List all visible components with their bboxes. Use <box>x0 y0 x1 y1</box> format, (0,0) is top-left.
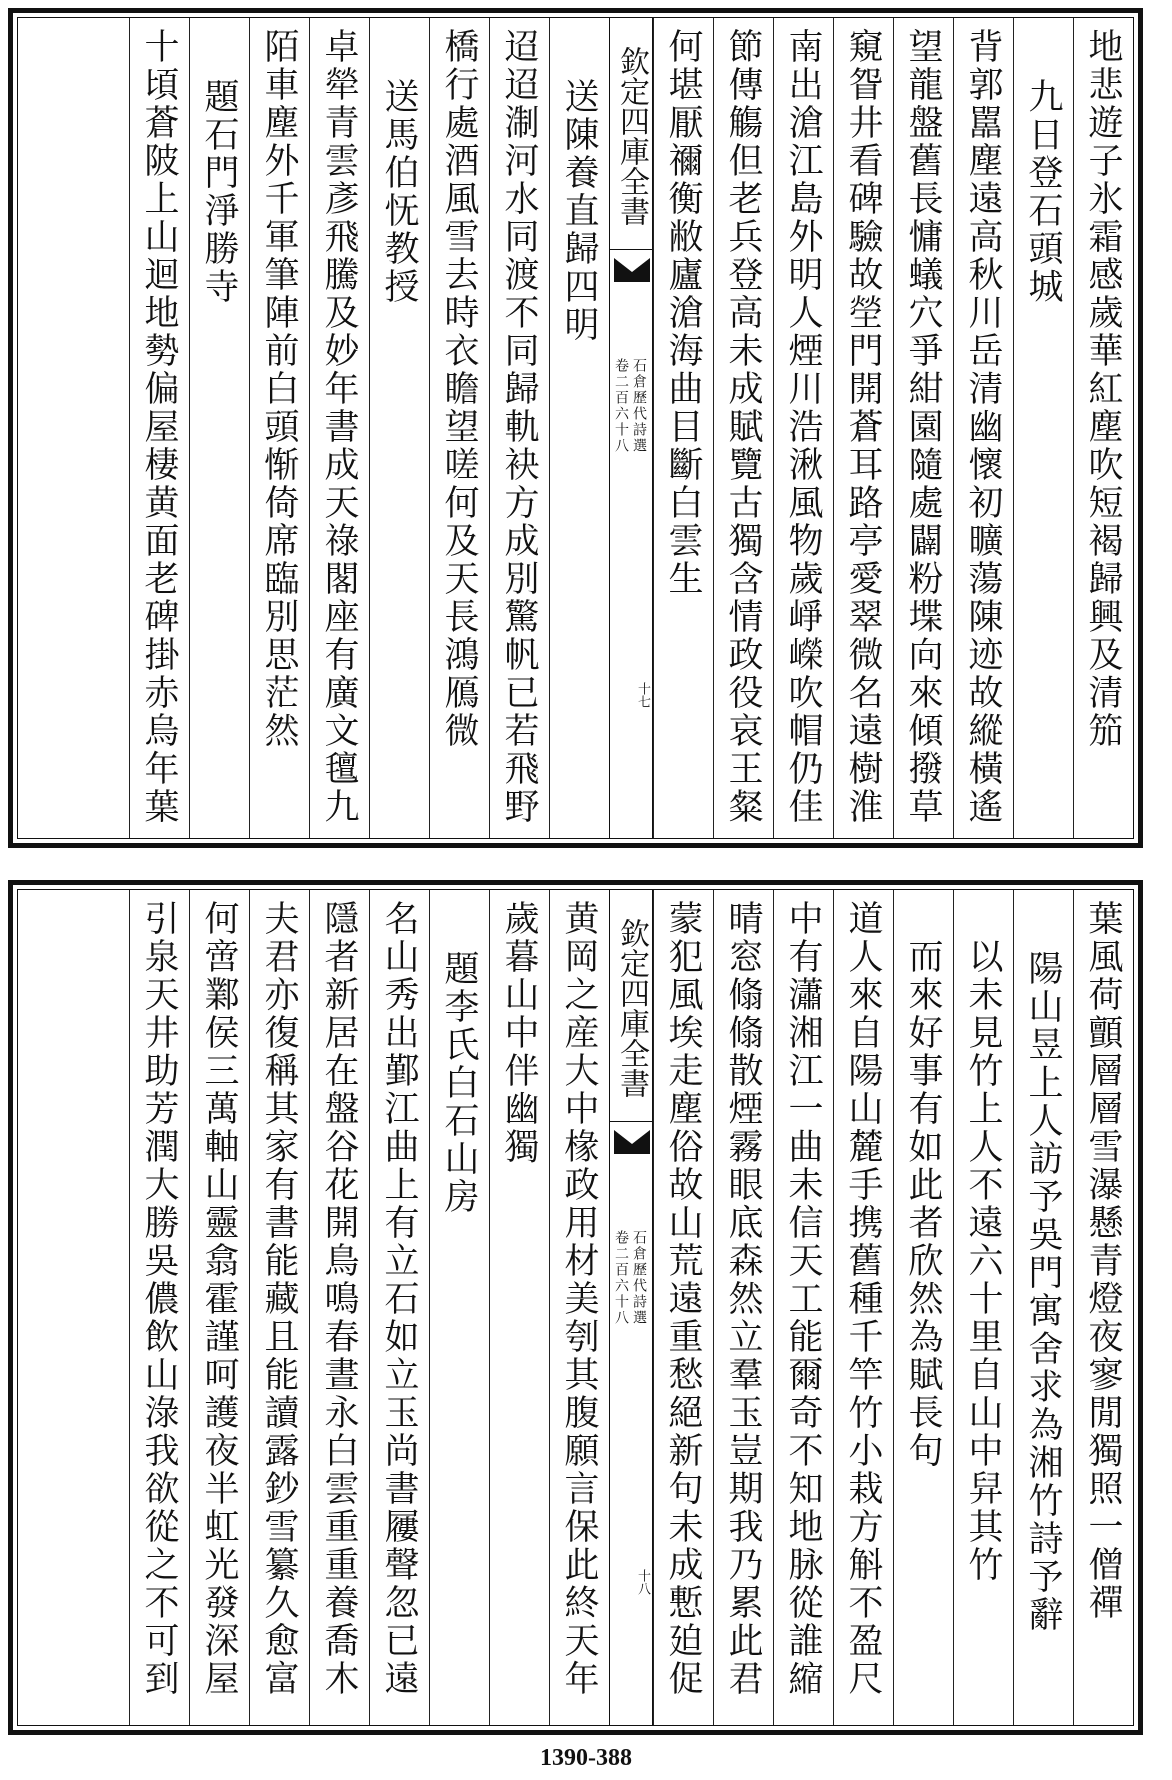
top-page <box>8 8 1143 848</box>
text-column: 橋行處酒風雪去時衣瞻望嗟何及天長鴻鴈微 <box>429 18 489 838</box>
poem-title: 九日登石頭城 <box>1013 18 1073 838</box>
poem-title: 題李氏白石山房 <box>429 890 489 1725</box>
leaf-number: 十七 <box>635 682 650 708</box>
poem-preface: 而來好事有如此者欣然為賦長句 <box>893 890 953 1725</box>
volume-number: 卷二百六十八 <box>613 1230 629 1326</box>
text-column: 引泉天井助芳潤大勝吳儂飲山淥我欲從之不可到 <box>129 890 189 1725</box>
text-column: 黄岡之産大中椽政用材美刳其腹願言保此終天年 <box>549 890 609 1725</box>
text-column: 名山秀出鄞江曲上有立石如立玉尚書屨聲忽已遠 <box>369 890 429 1725</box>
text-column: 窺眢井看碑驗故塋門開蒼耳路亭愛翠微名遠樹淮 <box>833 18 893 838</box>
text-column: 地悲遊子氷霜感歲華紅塵吹短褐歸興及清笳 <box>1073 18 1133 838</box>
text-column: 隱者新居在盤谷花開鳥鳴春晝永白雲重重養喬木 <box>309 890 369 1725</box>
center-spine <box>609 890 653 1725</box>
poem-title: 送陳養直歸四明 <box>549 18 609 838</box>
text-column: 陌車塵外千軍筆陣前白頭惭倚席臨別思茫然 <box>249 18 309 838</box>
text-column: 背郭嚚塵遠高秋川岳清幽懷初曠蕩陳迹故縱橫遙 <box>953 18 1013 838</box>
fish-tail-mark-icon <box>614 258 650 282</box>
poem-preface: 陽山昱上人訪予吳門寓舍求為湘竹詩予辭 <box>1013 890 1073 1725</box>
text-column: 歲暮山中伴幽獨 <box>489 890 549 1725</box>
poem-preface: 以未見竹上人不遠六十里自山中舁其竹 <box>953 890 1013 1725</box>
text-column: 何啻鄴侯三萬軸山靈翕霍謹呵護夜半虹光發深屋 <box>189 890 249 1725</box>
top-page-frame <box>17 17 1134 839</box>
text-column: 卓犖青雲彥飛騰及妙年書成天祿閣座有廣文氊九 <box>309 18 369 838</box>
text-column: 中有瀟湘江一曲未信天工能爾奇不知地脉從誰縮 <box>773 890 833 1725</box>
center-spine <box>609 18 653 838</box>
book-title: 欽定四庫全書 <box>610 18 652 250</box>
book-title: 欽定四庫全書 <box>610 890 652 1122</box>
text-column: 晴窓翛翛散煙霧眼底森然立羣玉豈期我乃累此君 <box>713 890 773 1725</box>
text-column: 迢迢淛河水同渡不同歸軌袂方成別驚帆已若飛野 <box>489 18 549 838</box>
collection-name: 石倉歷代詩選 <box>631 358 647 454</box>
text-column: 南出滄江島外明人煙川浩湫風物歲崢嶸吹帽仍佳 <box>773 18 833 838</box>
text-column: 道人來自陽山麓手携舊種千竿竹小栽方斛不盈尺 <box>833 890 893 1725</box>
collection-name: 石倉歷代詩選 <box>631 1230 647 1326</box>
text-column: 葉風荷顫層層雪瀑懸青燈夜寥閒獨照一僧禪 <box>1073 890 1133 1725</box>
text-column: 何堪厭禰衡敝廬滄海曲目斷白雲生 <box>653 18 713 838</box>
text-column: 節傳觴但老兵登高未成賦覽古獨含情政役哀王粲 <box>713 18 773 838</box>
page-number: 1390-388 <box>540 1745 632 1771</box>
fish-tail-mark-icon <box>614 1130 650 1154</box>
text-column: 夫君亦復稱其家有書能藏且能讀露鈔雪纂久愈富 <box>249 890 309 1725</box>
text-column: 十頃蒼陂上山迴地勢偏屋棲黄面老碑掛赤烏年葉 <box>129 18 189 838</box>
volume-number: 卷二百六十八 <box>613 358 629 454</box>
bottom-page <box>8 880 1143 1735</box>
bottom-page-frame <box>17 889 1134 1726</box>
text-column: 蒙犯風埃走塵俗故山荒遠重愁絕新句未成慙廹促 <box>653 890 713 1725</box>
leaf-number: 十八 <box>635 1569 650 1595</box>
poem-title: 送馬伯怃教授 <box>369 18 429 838</box>
poem-title: 題石門淨勝寺 <box>189 18 249 838</box>
text-column: 望龍盤舊長慵蟻穴爭紺園隨處闢粉堞向來傾撥草 <box>893 18 953 838</box>
